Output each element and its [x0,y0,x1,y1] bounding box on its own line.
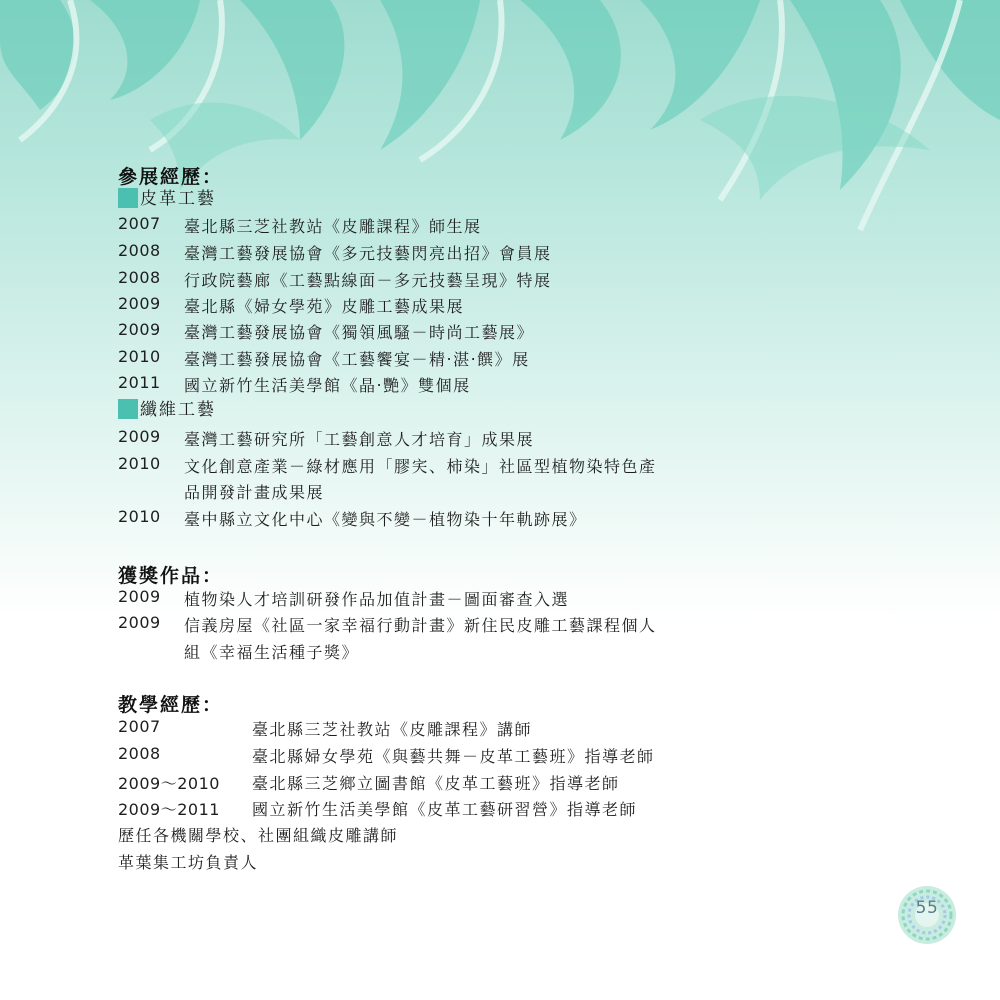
list-item: 2009 臺灣工藝研究所「工藝創意人才培育」成果展 [118,427,535,449]
list-item: 2009 植物染人才培訓研發作品加值計畫－圖面審查入選 [118,587,570,609]
list-item: 2009 臺灣工藝發展協會《獨領風騷－時尚工藝展》 [118,320,535,342]
list-item: 2008 臺灣工藝發展協會《多元技藝閃亮出招》會員展 [118,241,552,263]
list-item: 2010 文化創意產業－綠材應用「膠宎、柿染」社區型植物染特色產 [118,454,657,476]
teaching-extra-line: 革葉集工坊負責人 [118,853,259,872]
list-item-continuation: 品開發計畫成果展 [184,483,325,502]
list-item: 2008 行政院藝廊《工藝點線面－多元技藝呈現》特展 [118,268,552,290]
list-item-continuation: 組《幸福生活種子獎》 [184,643,360,662]
list-item: 2011 國立新竹生活美學館《晶‧艷》雙個展 [118,373,471,395]
awards-heading: 獲獎作品： [118,565,224,587]
list-item: 2009 信義房屋《社區一家幸福行動計畫》新住民皮雕工藝課程個人 [118,613,657,635]
teaching-heading: 教學經歷： [118,694,224,716]
page-number: 55 [915,898,939,918]
list-item: 2008 臺北縣婦女學苑《與藝共舞－皮革工藝班》指導老師 [118,744,655,766]
list-item: 2009～2011 國立新竹生活美學館《皮革工藝研習營》指導老師 [118,800,638,819]
teaching-extra-line: 歷任各機關學校、社團組織皮雕講師 [118,826,399,845]
leather-craft-label: 皮革工藝 [118,188,216,210]
category-swatch [118,188,138,208]
list-item: 2010 臺中縣立文化中心《變與不變－植物染十年軌跡展》 [118,507,587,529]
list-item: 2007 臺北縣三芝社教站《皮雕課程》師生展 [118,214,482,236]
category-swatch [118,399,138,419]
fiber-craft-label: 纖維工藝 [118,399,216,421]
list-item: 2009 臺北縣《婦女學苑》皮雕工藝成果展 [118,294,465,316]
list-item: 2009～2010 臺北縣三芝鄉立圖書館《皮革工藝班》指導老師 [118,774,620,793]
list-item: 2007 臺北縣三芝社教站《皮雕課程》講師 [118,717,533,739]
list-item: 2010 臺灣工藝發展協會《工藝饗宴－精‧湛‧饌》展 [118,347,530,369]
exhibitions-heading: 參展經歷： [118,166,224,188]
